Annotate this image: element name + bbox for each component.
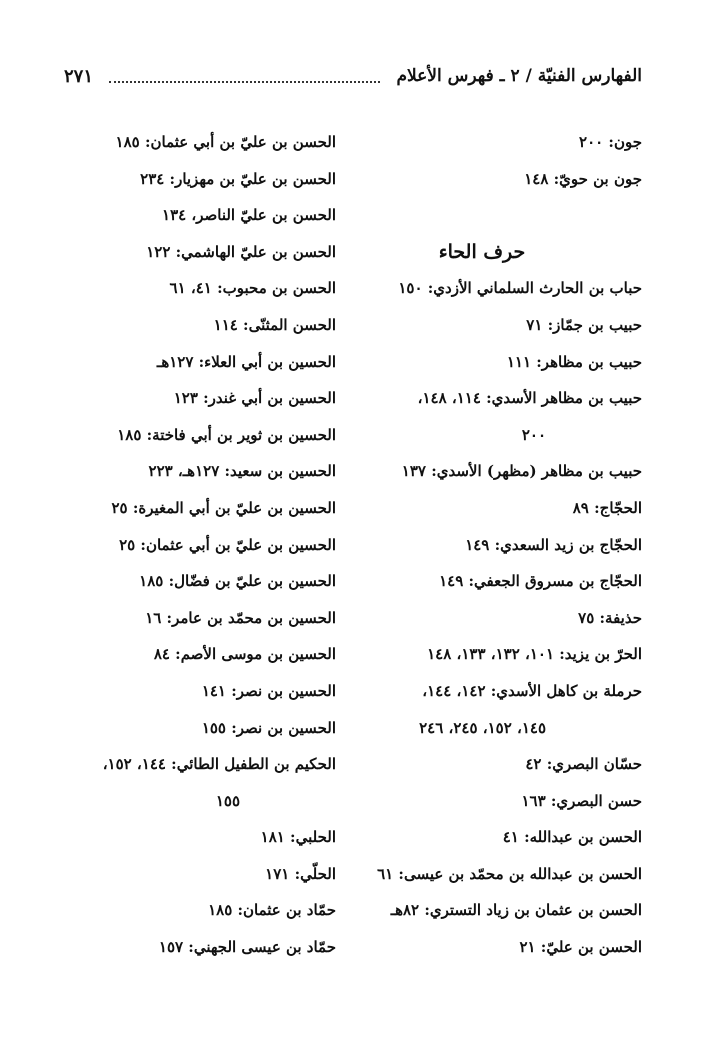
index-entry: الحسن بن عليّ الهاشمي: ١٢٢ <box>146 242 336 261</box>
index-entry: جون بن حويّ: ١٤٨ <box>524 169 642 188</box>
index-entry: الحسن بن عثمان بن زياد التستري: ٨٢هـ <box>390 901 642 920</box>
index-entry: الحسين بن نصر: ١٤١ <box>201 681 336 700</box>
header-leader-dots <box>109 81 380 83</box>
index-entry: الحسن بن محبوب: ٤١، ٦١ <box>169 279 336 298</box>
index-entry: جون: ٢٠٠ <box>579 133 642 151</box>
page-number: ٢٧١ <box>64 65 94 87</box>
index-entry: الحسين بن أبي العلاء: ١٢٧هـ <box>156 352 336 371</box>
index-entry: الحرّ بن يزيد: ١٠١، ١٣٢، ١٣٣، ١٤٨ <box>427 645 642 664</box>
letter-heading: حرف الحاء <box>438 240 526 263</box>
index-entry: الحسن بن عليّ: ٢١ <box>519 938 642 957</box>
index-entry: الحسين بن موسى الأصم: ٨٤ <box>153 645 336 664</box>
index-entry: الحسين بن نصر: ١٥٥ <box>201 718 336 737</box>
index-entry: حمّاد بن عيسى الجهني: ١٥٧ <box>158 938 336 957</box>
index-entry: الحسن بن عليّ بن أبي عثمان: ١٨٥ <box>115 133 336 151</box>
index-entry: الحسين بن محمّد بن عامر: ١٦ <box>145 608 336 627</box>
index-entry: الحسين بن عليّ بن أبي المغيرة: ٢٥ <box>111 498 336 517</box>
index-entry: الحسن بن عبدالله: ٤١ <box>502 828 642 847</box>
index-entry: حبيب بن جمّاز: ٧١ <box>526 315 642 334</box>
index-entry: الحسين بن سعيد: ١٢٧هـ، ٢٢٣ <box>148 462 336 481</box>
index-entry: حذيفة: ٧٥ <box>578 608 642 627</box>
index-entry-continuation: ٢٠٠ <box>521 425 546 444</box>
blank-line <box>362 197 642 234</box>
index-entry: الحسن المثنّى: ١١٤ <box>213 315 336 334</box>
index-entry: الحجّاج: ٨٩ <box>572 498 642 517</box>
index-entry: الحكيم بن الطفيل الطائي: ١٤٤، ١٥٢، <box>102 755 336 774</box>
index-entry: حمّاد بن عثمان: ١٨٥ <box>208 901 336 920</box>
index-entry: حباب بن الحارث السلماني الأزدي: ١٥٠ <box>398 279 642 298</box>
index-column-left <box>56 124 336 966</box>
index-entry: حبيب بن مظاهر الأسدي: ١١٤، ١٤٨، <box>417 389 642 408</box>
index-entry: الحجّاج بن زيد السعدي: ١٤٩ <box>465 535 642 554</box>
index-entry: الحلبي: ١٨١ <box>260 828 336 847</box>
index-entry: حبيب بن مظاهر: ١١١ <box>506 352 642 371</box>
index-entry: الحسن بن عليّ الناصر، ١٣٤ <box>162 206 336 225</box>
index-entry: الحسين بن عليّ بن أبي عثمان: ٢٥ <box>119 535 336 554</box>
index-entry: حسن البصري: ١٦٣ <box>521 791 642 810</box>
running-header <box>64 62 642 90</box>
index-entry: الحسن بن عليّ بن مهزيار: ٢٣٤ <box>140 169 336 188</box>
index-entry: الحجّاج بن مسروق الجعفي: ١٤٩ <box>439 572 642 591</box>
index-entry: حرملة بن كاهل الأسدي: ١٤٢، ١٤٤، <box>422 681 642 700</box>
index-entry: الحسن بن عبدالله بن محمّد بن عيسى: ٦١ <box>377 864 642 883</box>
index-entry: الحلّي: ١٧١ <box>265 864 336 883</box>
index-entry-continuation: ١٥٥ <box>215 791 240 810</box>
header-title: الفهارس الفنيّة / ٢ ـ فهرس الأعلام <box>396 66 642 86</box>
index-entry-continuation: ١٤٥، ١٥٢، ٢٤٥، ٢٤٦ <box>419 718 546 737</box>
index-entry: حبيب بن مظاهر (مظهر) الأسدي: ١٣٧ <box>401 462 642 481</box>
index-entry: الحسين بن أبي غندر: ١٢٣ <box>173 389 336 408</box>
index-entry: الحسين بن ثوير بن أبي فاختة: ١٨٥ <box>117 425 336 444</box>
index-column-right <box>362 124 642 966</box>
index-entry: الحسين بن عليّ بن فضّال: ١٨٥ <box>139 572 336 591</box>
index-entry: حسّان البصري: ٤٢ <box>525 755 642 774</box>
